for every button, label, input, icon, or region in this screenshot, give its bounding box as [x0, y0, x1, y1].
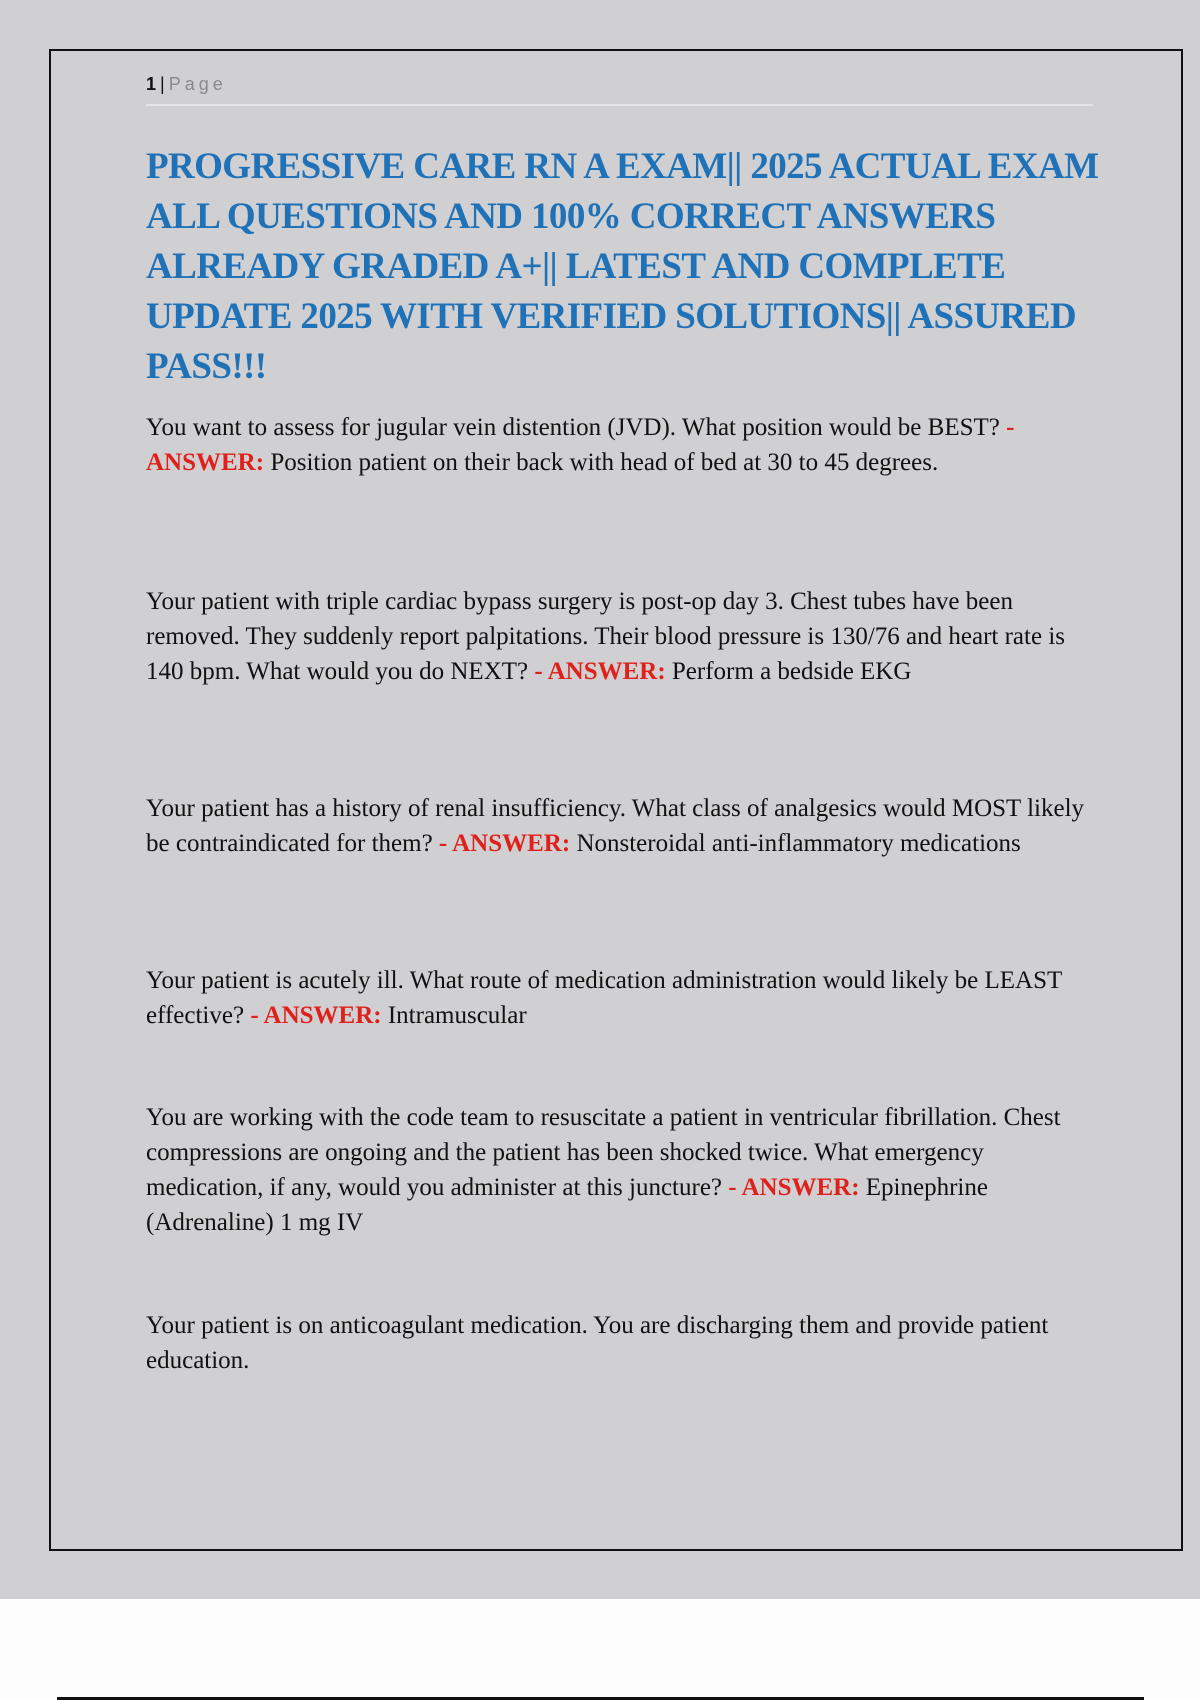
header-separator: |: [160, 74, 165, 94]
document-title: PROGRESSIVE CARE RN A EXAM|| 2025 ACTUAL EXAM ALL QUESTIONS AND 100% CORRECT ANSWERS ALREADY GRADED A+|| LATEST AND COMPLETE UPDATE 2025 WITH VERIFIED SOLUTIONS|| ASSURED PASS!!!: [146, 146, 1099, 387]
answer-marker: - ANSWER:: [438, 830, 571, 857]
question-text: Your patient is acutely ill. What route of medication administration would likely be LEAST effective?: [146, 967, 1062, 1029]
answer-marker: - ANSWER:: [250, 1002, 382, 1029]
qa-item: [146, 1100, 1091, 1240]
qa-item: [146, 791, 1091, 861]
question-text: You are working with the code team to resuscitate a patient in ventricular fibrillation. Chest compressions are ongoing and the patient has been shocked twice. What emergency medication, if any, would you administer at this juncture?: [146, 1104, 1061, 1201]
qa-item: [146, 584, 1091, 689]
page-number: 1: [146, 74, 157, 94]
answer-marker: - ANSWER:: [728, 1174, 860, 1201]
answer-text: Epinephrine (Adrenaline) 1 mg IV: [146, 1174, 988, 1236]
answer-marker: - ANSWER:: [146, 414, 1015, 476]
qa-item: [146, 963, 1091, 1033]
question-text: You want to assess for jugular vein distention (JVD). What position would be BEST?: [146, 414, 1000, 441]
answer-text: Position patient on their back with head of bed at 30 to 45 degrees.: [270, 449, 939, 476]
answer-marker: - ANSWER:: [534, 658, 666, 685]
answer-text: Nonsteroidal anti-inflammatory medications: [576, 830, 1021, 857]
page-header: [146, 74, 227, 95]
answer-text: Perform a bedside EKG: [671, 658, 912, 685]
page-label: Page: [168, 74, 227, 94]
question-text: Your patient has a history of renal insufficiency. What class of analgesics would MOST likely be contraindicated for them?: [146, 795, 1085, 857]
qa-item: [146, 410, 1091, 480]
answer-text: Intramuscular: [387, 1002, 527, 1029]
header-rule: [146, 104, 1093, 106]
qa-item: [146, 1308, 1091, 1378]
question-text: Your patient is on anticoagulant medication. You are discharging them and provide patient education.: [146, 1312, 1049, 1374]
question-text: Your patient with triple cardiac bypass surgery is post-op day 3. Chest tubes have been removed. They suddenly report palpitations. Their blood pressure is 130/76 and heart rate is 140 bpm. What would you do NEXT?: [146, 588, 1065, 685]
